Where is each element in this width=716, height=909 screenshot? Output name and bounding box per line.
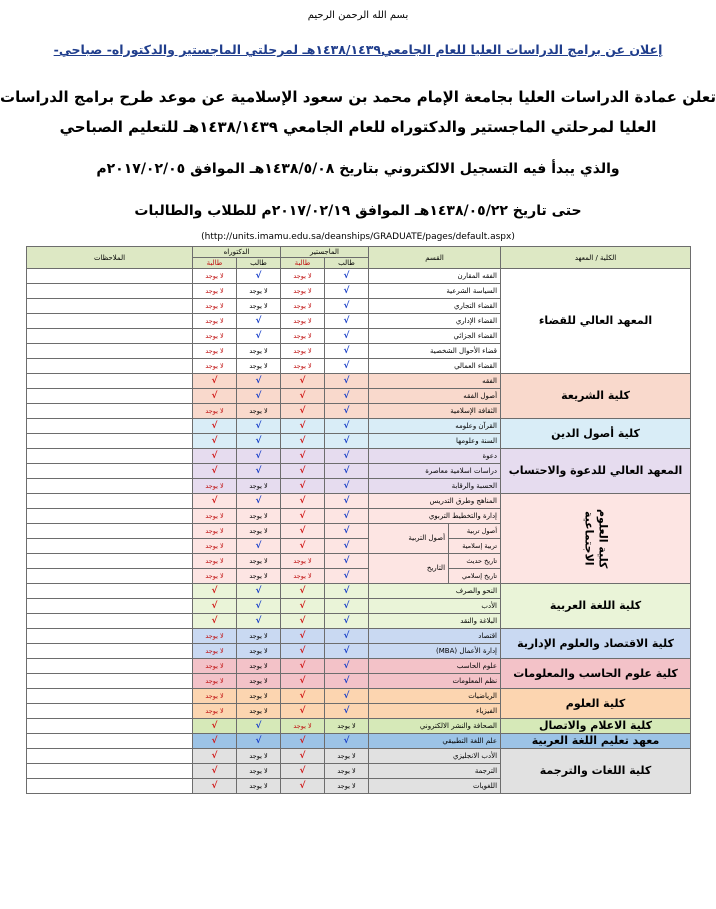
- cell-mm: لا يوجد: [325, 779, 369, 794]
- dept-name: القرآن وعلومه: [369, 419, 501, 434]
- cell-pf: لا يوجد: [193, 344, 237, 359]
- table-row: [27, 374, 691, 389]
- subgroup-history: التاريخ: [369, 554, 449, 584]
- notes-cell: [27, 494, 193, 509]
- notes-cell: [27, 524, 193, 539]
- cell-mm: لا يوجد: [325, 719, 369, 734]
- dept-name: اللغويات: [369, 779, 501, 794]
- dept-name: القضاء العمالي: [369, 359, 501, 374]
- cell-mm: √: [325, 434, 369, 449]
- dept-name: الفقه: [369, 374, 501, 389]
- college-qadha: المعهد العالي للقضاء: [501, 269, 691, 374]
- cell-mm: √: [325, 659, 369, 674]
- cell-mf: √: [281, 689, 325, 704]
- cell-mm: √: [325, 284, 369, 299]
- dept-name: الثقافة الإسلامية: [369, 404, 501, 419]
- cell-pm: لا يوجد: [237, 479, 281, 494]
- cell-pf: √: [193, 389, 237, 404]
- cell-pf: √: [193, 419, 237, 434]
- cell-pm: √: [237, 314, 281, 329]
- dept-name: إدارة والتخطيط التربوي: [369, 509, 501, 524]
- table-row: [27, 269, 691, 284]
- cell-mf: √: [281, 629, 325, 644]
- cell-pf: √: [193, 494, 237, 509]
- notes-cell: [27, 599, 193, 614]
- dept-name: دعوة: [369, 449, 501, 464]
- cell-mf: √: [281, 749, 325, 764]
- cell-mm: √: [325, 584, 369, 599]
- cell-mf: √: [281, 494, 325, 509]
- dept-name: السنة وعلومها: [369, 434, 501, 449]
- cell-pm: لا يوجد: [237, 524, 281, 539]
- dept-name: علم اللغة التطبيقي: [369, 734, 501, 749]
- cell-mm: √: [325, 599, 369, 614]
- cell-mm: √: [325, 509, 369, 524]
- cell-pm: √: [237, 464, 281, 479]
- dept-name: القضاء الإداري: [369, 314, 501, 329]
- cell-pm: √: [237, 494, 281, 509]
- cell-pm: لا يوجد: [237, 284, 281, 299]
- cell-pf: √: [193, 464, 237, 479]
- dept-name: الترجمة: [369, 764, 501, 779]
- cell-pm: لا يوجد: [237, 749, 281, 764]
- dept-name: قضاء الأحوال الشخصية: [369, 344, 501, 359]
- cell-mf: لا يوجد: [281, 569, 325, 584]
- dept-name: تاريخ إسلامي: [449, 569, 501, 584]
- notes-cell: [27, 359, 193, 374]
- college-mtl: معهد تعليم اللغة العربية: [501, 734, 691, 749]
- dept-name: اقتصاد: [369, 629, 501, 644]
- dept-name: الفيزياء: [369, 704, 501, 719]
- cell-mm: √: [325, 524, 369, 539]
- dept-name: أصول تربية: [449, 524, 501, 539]
- col-masters-female: طالبة: [281, 258, 325, 269]
- cell-pm: √: [237, 449, 281, 464]
- cell-mm: √: [325, 419, 369, 434]
- college-usul: كلية أصول الدين: [501, 419, 691, 449]
- dept-name: الصحافة والنشر الالكتروني: [369, 719, 501, 734]
- notes-cell: [27, 284, 193, 299]
- programs-table: [26, 246, 691, 794]
- cell-mf: لا يوجد: [281, 554, 325, 569]
- cell-mf: لا يوجد: [281, 314, 325, 329]
- cell-mf: √: [281, 524, 325, 539]
- college-sharia: كلية الشريعة: [501, 374, 691, 419]
- cell-mf: √: [281, 419, 325, 434]
- notes-cell: [27, 764, 193, 779]
- cell-mm: √: [325, 479, 369, 494]
- cell-pf: لا يوجد: [193, 524, 237, 539]
- cell-mf: √: [281, 704, 325, 719]
- notes-cell: [27, 719, 193, 734]
- cell-mf: √: [281, 614, 325, 629]
- cell-mm: √: [325, 404, 369, 419]
- college-cs: كلية علوم الحاسب والمعلومات: [501, 659, 691, 689]
- cell-pm: لا يوجد: [237, 764, 281, 779]
- cell-mf: √: [281, 464, 325, 479]
- cell-pm: √: [237, 419, 281, 434]
- cell-pm: لا يوجد: [237, 299, 281, 314]
- college-econ: كلية الاقتصاد والعلوم الإدارية: [501, 629, 691, 659]
- cell-pm: لا يوجد: [237, 644, 281, 659]
- cell-mf: √: [281, 434, 325, 449]
- col-phd-female: طالبة: [193, 258, 237, 269]
- notes-cell: [27, 389, 193, 404]
- cell-mm: √: [325, 269, 369, 284]
- cell-pf: √: [193, 749, 237, 764]
- dept-name: الحسبة والرقابة: [369, 479, 501, 494]
- cell-mf: √: [281, 374, 325, 389]
- cell-mf: لا يوجد: [281, 269, 325, 284]
- cell-pf: √: [193, 614, 237, 629]
- cell-pm: √: [237, 734, 281, 749]
- cell-pm: √: [237, 584, 281, 599]
- notes-cell: [27, 749, 193, 764]
- cell-pf: لا يوجد: [193, 404, 237, 419]
- cell-mf: √: [281, 389, 325, 404]
- notes-cell: [27, 614, 193, 629]
- cell-mm: √: [325, 359, 369, 374]
- cell-mm: √: [325, 374, 369, 389]
- cell-mf: √: [281, 659, 325, 674]
- cell-mf: √: [281, 779, 325, 794]
- cell-mm: √: [325, 644, 369, 659]
- cell-mm: √: [325, 299, 369, 314]
- dept-name: تاريخ حديث: [449, 554, 501, 569]
- notes-cell: [27, 569, 193, 584]
- notes-cell: [27, 704, 193, 719]
- cell-mf: √: [281, 584, 325, 599]
- notes-cell: [27, 479, 193, 494]
- cell-mf: √: [281, 734, 325, 749]
- notes-cell: [27, 659, 193, 674]
- notes-cell: [27, 419, 193, 434]
- cell-mm: √: [325, 629, 369, 644]
- dept-name: علوم الحاسب: [369, 659, 501, 674]
- table-row: [27, 629, 691, 644]
- cell-mm: √: [325, 329, 369, 344]
- dept-name: تربية إسلامية: [449, 539, 501, 554]
- cell-pf: لا يوجد: [193, 704, 237, 719]
- col-notes: الملاحظات: [27, 247, 193, 269]
- cell-mm: √: [325, 464, 369, 479]
- cell-mm: √: [325, 314, 369, 329]
- notes-cell: [27, 299, 193, 314]
- cell-pf: √: [193, 764, 237, 779]
- table-row: [27, 449, 691, 464]
- cell-mm: √: [325, 554, 369, 569]
- subgroup-edu-fund: أصول التربية: [369, 524, 449, 554]
- dept-name: الرياضيات: [369, 689, 501, 704]
- cell-mf: √: [281, 479, 325, 494]
- notes-cell: [27, 584, 193, 599]
- dept-name: الفقه المقارن: [369, 269, 501, 284]
- cell-mm: √: [325, 569, 369, 584]
- cell-pm: لا يوجد: [237, 569, 281, 584]
- col-masters: الماجستير: [281, 247, 369, 258]
- cell-mm: √: [325, 389, 369, 404]
- col-phd: الدكتوراه: [193, 247, 281, 258]
- cell-mf: لا يوجد: [281, 344, 325, 359]
- basmala: بسم الله الرحمن الرحيم: [307, 10, 409, 21]
- cell-mm: √: [325, 494, 369, 509]
- cell-mm: √: [325, 734, 369, 749]
- cell-pm: √: [237, 599, 281, 614]
- cell-mm: √: [325, 449, 369, 464]
- notes-cell: [27, 269, 193, 284]
- cell-mf: √: [281, 539, 325, 554]
- notes-cell: [27, 509, 193, 524]
- cell-pm: لا يوجد: [237, 344, 281, 359]
- cell-pf: لا يوجد: [193, 329, 237, 344]
- cell-mf: √: [281, 644, 325, 659]
- cell-mm: لا يوجد: [325, 749, 369, 764]
- table-row: [27, 734, 691, 749]
- dept-name: القضاء الجزائي: [369, 329, 501, 344]
- notes-cell: [27, 734, 193, 749]
- cell-pf: لا يوجد: [193, 644, 237, 659]
- cell-mf: لا يوجد: [281, 299, 325, 314]
- cell-mf: لا يوجد: [281, 329, 325, 344]
- cell-mf: √: [281, 404, 325, 419]
- cell-pm: √: [237, 719, 281, 734]
- cell-pm: لا يوجد: [237, 554, 281, 569]
- notes-cell: [27, 539, 193, 554]
- table-row: [27, 584, 691, 599]
- registration-start: والذي يبدأ فيه التسجيل الالكتروني بتاريخ ١٤٣٨/٥/٠٨هـ الموافق ٢٠١٧/٠٢/٠٥م: [96, 161, 620, 177]
- cell-pm: √: [237, 389, 281, 404]
- dept-name: أصول الفقه: [369, 389, 501, 404]
- cell-mm: √: [325, 539, 369, 554]
- dept-name: البلاغة والنقد: [369, 614, 501, 629]
- registration-end: حتى تاريخ ١٤٣٨/٠٥/٢٢هـ الموافق ٢٠١٧/٠٢/١٩م للطلاب والطالبات: [134, 203, 582, 219]
- dept-name: إدارة الأعمال (MBA): [369, 644, 501, 659]
- deanship-url[interactable]: (http://units.imamu.edu.sa/deanships/GRADUATE/pages/default.aspx): [201, 232, 515, 242]
- cell-pm: لا يوجد: [237, 509, 281, 524]
- col-masters-male: طالب: [325, 258, 369, 269]
- college-media: كلية الاعلام والاتصال: [501, 719, 691, 734]
- dept-name: الأدب: [369, 599, 501, 614]
- cell-mm: √: [325, 344, 369, 359]
- cell-pf: √: [193, 449, 237, 464]
- cell-mf: لا يوجد: [281, 284, 325, 299]
- notes-cell: [27, 554, 193, 569]
- intro-line-1: تعلن عمادة الدراسات العليا بجامعة الإمام محمد بن سعود الإسلامية عن موعد طرح برامج الدراسات: [0, 88, 716, 106]
- cell-pm: √: [237, 374, 281, 389]
- cell-mf: √: [281, 599, 325, 614]
- cell-pf: √: [193, 374, 237, 389]
- notes-cell: [27, 434, 193, 449]
- cell-pf: لا يوجد: [193, 689, 237, 704]
- intro-line-2: العليا لمرحلتي الماجستير والدكتوراه للعام الجامعي ١٤٣٨/١٤٣٩هـ للتعليم الصباحي: [59, 118, 657, 136]
- cell-pf: لا يوجد: [193, 299, 237, 314]
- table-row: [27, 659, 691, 674]
- college-sci: كلية العلوم: [501, 689, 691, 719]
- notes-cell: [27, 629, 193, 644]
- notes-cell: [27, 329, 193, 344]
- cell-pm: لا يوجد: [237, 689, 281, 704]
- cell-mm: √: [325, 674, 369, 689]
- notes-cell: [27, 404, 193, 419]
- notes-cell: [27, 689, 193, 704]
- cell-mm: √: [325, 689, 369, 704]
- cell-mm: √: [325, 704, 369, 719]
- dept-name: القضاء التجاري: [369, 299, 501, 314]
- cell-pf: لا يوجد: [193, 479, 237, 494]
- dept-name: الأدب الانجليزي: [369, 749, 501, 764]
- college-lang: كلية اللغات والترجمة: [501, 749, 691, 794]
- cell-mm: √: [325, 614, 369, 629]
- cell-pm: √: [237, 434, 281, 449]
- col-phd-male: طالب: [237, 258, 281, 269]
- notes-cell: [27, 344, 193, 359]
- cell-pm: لا يوجد: [237, 629, 281, 644]
- cell-pf: لا يوجد: [193, 674, 237, 689]
- notes-cell: [27, 674, 193, 689]
- cell-pf: لا يوجد: [193, 284, 237, 299]
- table-row: [27, 494, 691, 509]
- cell-mf: √: [281, 674, 325, 689]
- col-college: الكلية / المعهد: [501, 247, 691, 269]
- dept-name: نظم المعلومات: [369, 674, 501, 689]
- cell-mf: √: [281, 509, 325, 524]
- cell-pf: √: [193, 434, 237, 449]
- cell-pf: √: [193, 599, 237, 614]
- cell-pf: لا يوجد: [193, 314, 237, 329]
- cell-pm: √: [237, 269, 281, 284]
- cell-pm: لا يوجد: [237, 404, 281, 419]
- cell-pm: لا يوجد: [237, 704, 281, 719]
- dept-name: السياسة الشرعية: [369, 284, 501, 299]
- cell-mf: لا يوجد: [281, 719, 325, 734]
- cell-pm: √: [237, 329, 281, 344]
- cell-pm: √: [237, 539, 281, 554]
- notes-cell: [27, 779, 193, 794]
- table-row: [27, 749, 691, 764]
- cell-pm: لا يوجد: [237, 659, 281, 674]
- cell-pm: √: [237, 614, 281, 629]
- cell-pm: لا يوجد: [237, 779, 281, 794]
- dept-name: المناهج وطرق التدريس: [369, 494, 501, 509]
- col-dept: القسم: [369, 247, 501, 269]
- dept-name: دراسات اسلامية معاصرة: [369, 464, 501, 479]
- cell-pf: √: [193, 734, 237, 749]
- college-arabic: كلية اللغة العربية: [501, 584, 691, 629]
- dept-name: النحو والصرف: [369, 584, 501, 599]
- cell-pf: لا يوجد: [193, 554, 237, 569]
- table-row: [27, 719, 691, 734]
- announcement-title: إعلان عن برامج الدراسات العليا للعام الجامعي١٤٣٨/١٤٣٩هـ لمرحلتي الماجستير والدكتوراه- صباحي-: [53, 42, 663, 57]
- cell-pm: لا يوجد: [237, 674, 281, 689]
- notes-cell: [27, 464, 193, 479]
- cell-pf: لا يوجد: [193, 269, 237, 284]
- cell-pf: لا يوجد: [193, 569, 237, 584]
- cell-pf: لا يوجد: [193, 509, 237, 524]
- notes-cell: [27, 449, 193, 464]
- notes-cell: [27, 314, 193, 329]
- table-row: [27, 689, 691, 704]
- cell-pf: √: [193, 584, 237, 599]
- college-soc: كلية العلوم الاجتماعية: [501, 494, 691, 584]
- cell-mf: √: [281, 449, 325, 464]
- cell-mf: √: [281, 764, 325, 779]
- college-dawa: المعهد العالي للدعوة والاحتساب: [501, 449, 691, 494]
- notes-cell: [27, 374, 193, 389]
- table-row: [27, 419, 691, 434]
- cell-pf: √: [193, 779, 237, 794]
- cell-pf: لا يوجد: [193, 539, 237, 554]
- cell-pm: لا يوجد: [237, 359, 281, 374]
- cell-mm: لا يوجد: [325, 764, 369, 779]
- cell-pf: لا يوجد: [193, 629, 237, 644]
- cell-pf: لا يوجد: [193, 659, 237, 674]
- cell-pf: لا يوجد: [193, 359, 237, 374]
- cell-mf: لا يوجد: [281, 359, 325, 374]
- cell-pf: √: [193, 719, 237, 734]
- notes-cell: [27, 644, 193, 659]
